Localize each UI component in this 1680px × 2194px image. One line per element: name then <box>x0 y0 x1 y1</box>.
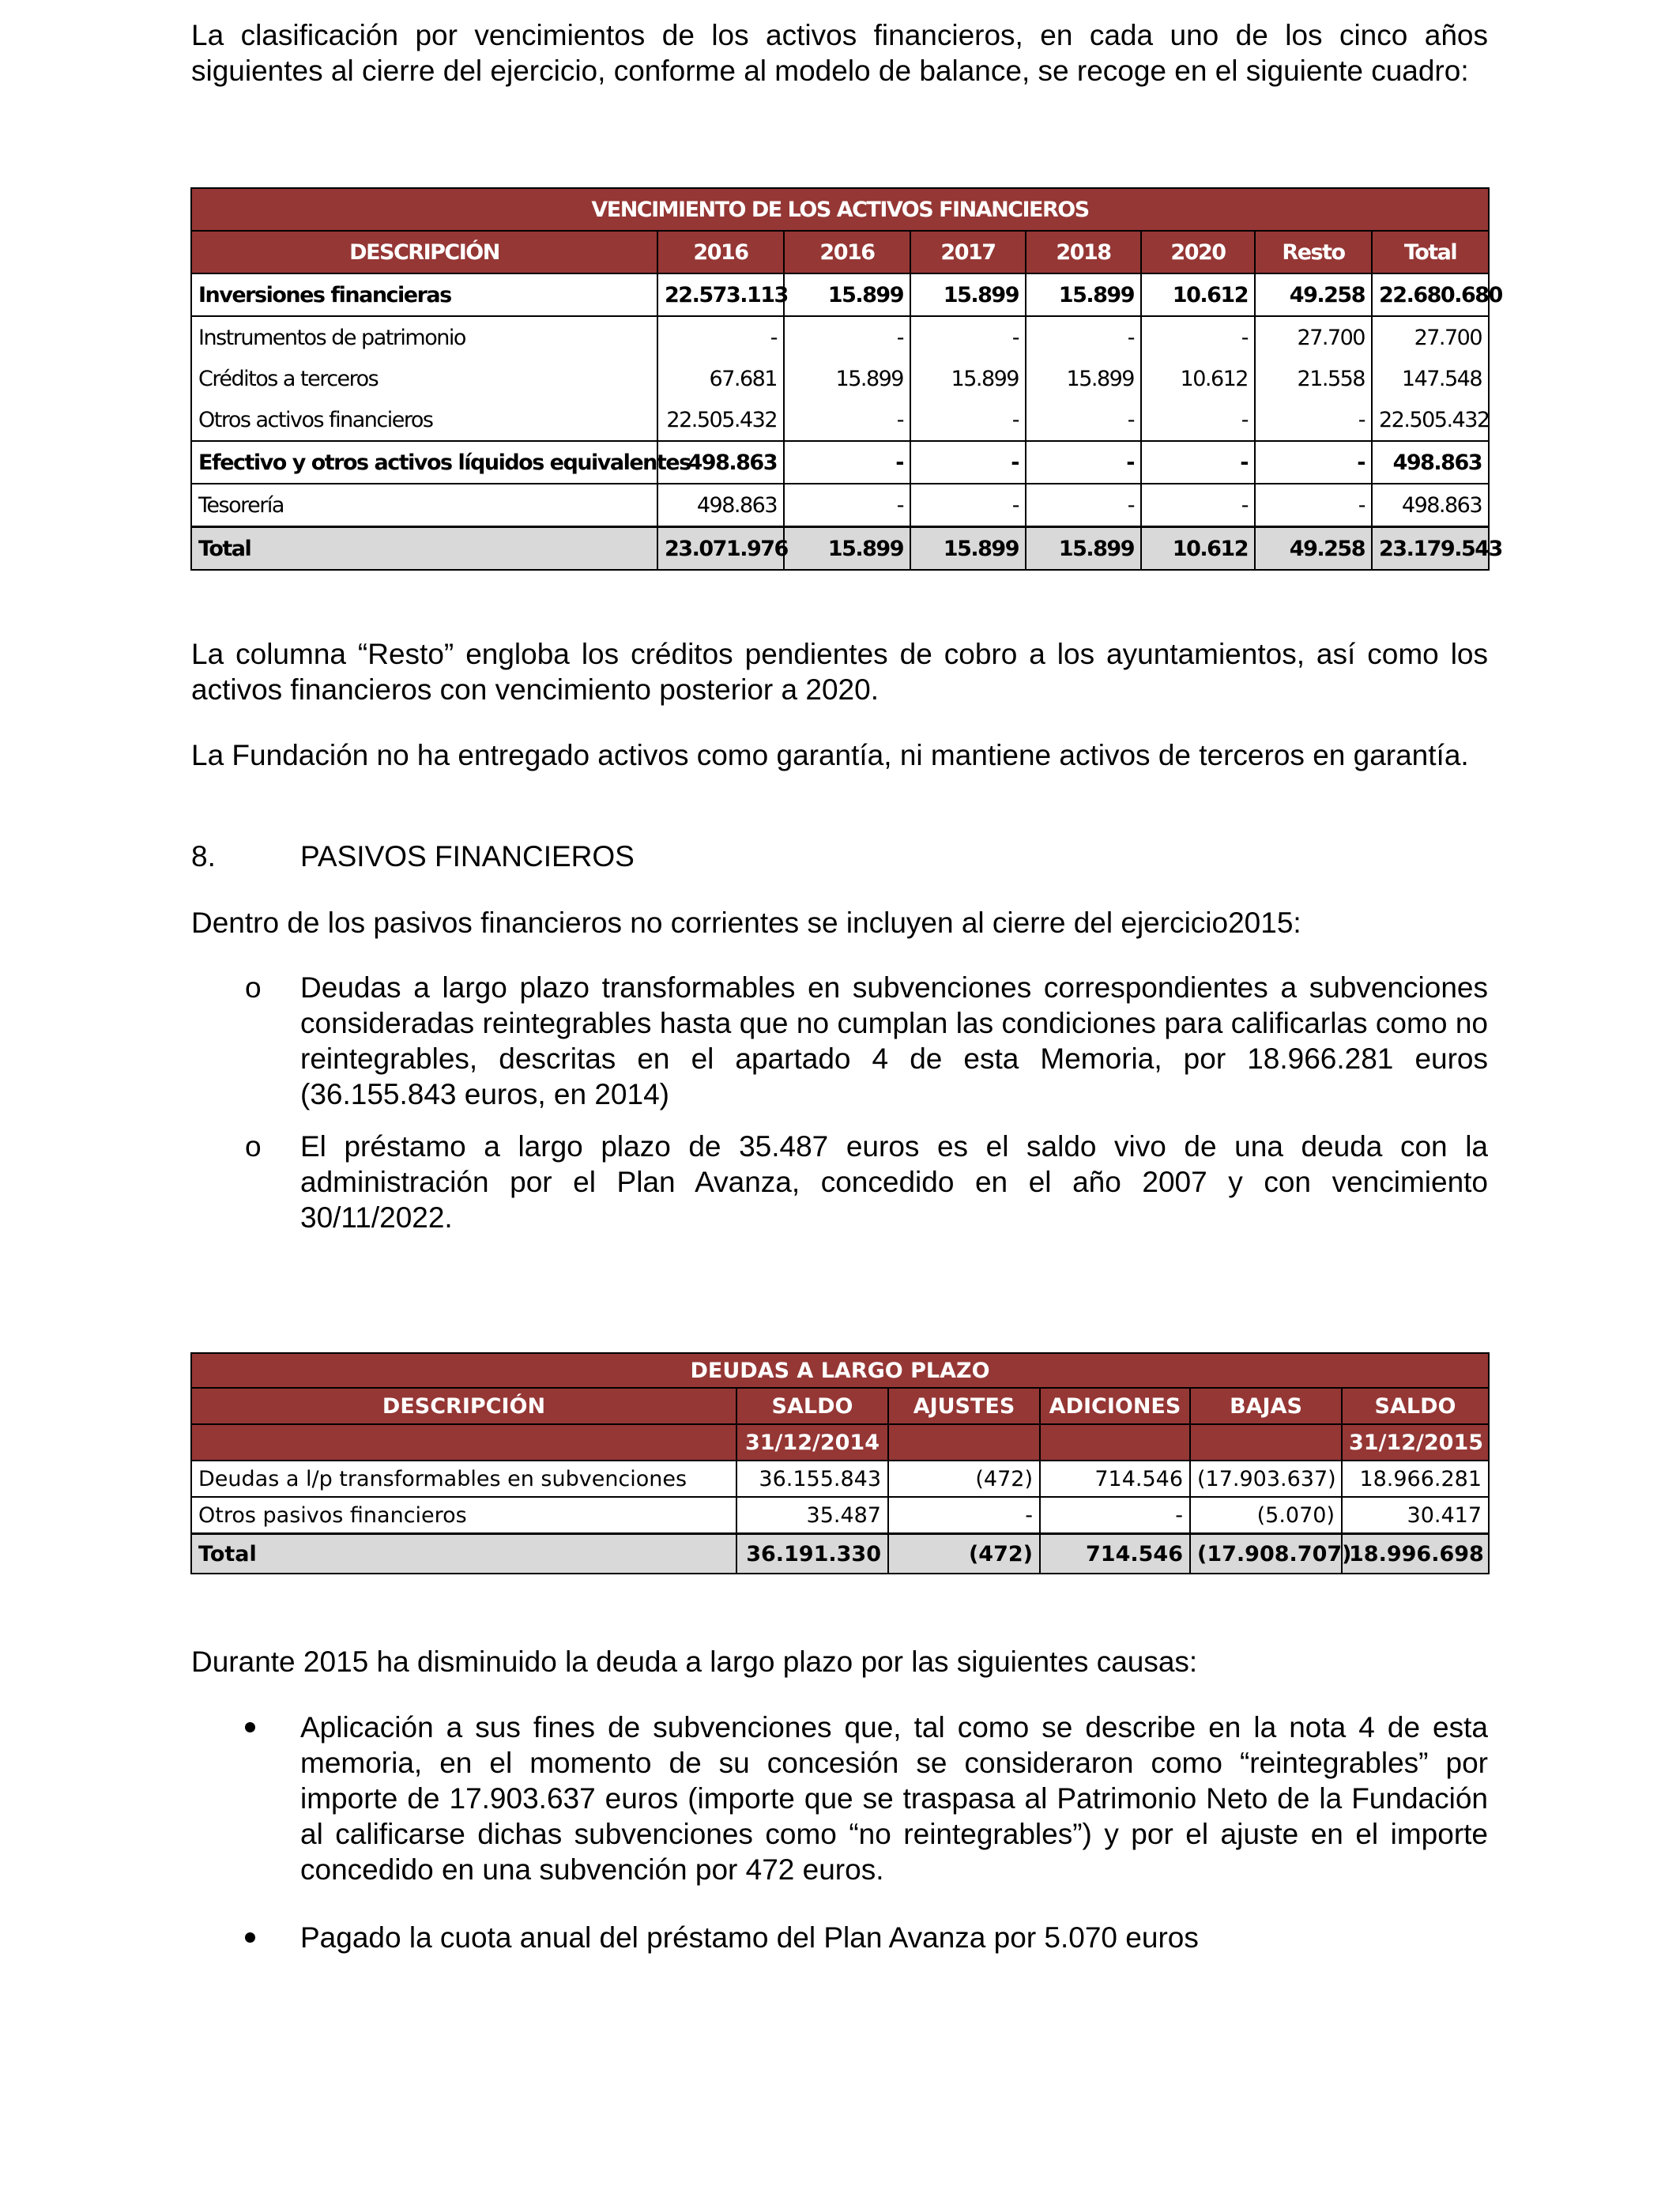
table-cell: 67.681 <box>657 358 784 399</box>
column-subheader: 31/12/2014 <box>736 1424 888 1461</box>
table-cell: - <box>1141 484 1255 527</box>
row-label: Otros pasivos financieros <box>191 1497 736 1534</box>
row-label: Créditos a terceros <box>191 358 657 399</box>
column-header: 2018 <box>1026 231 1141 273</box>
column-header: Resto <box>1255 231 1372 273</box>
column-header: DESCRIPCIÓN <box>191 231 657 273</box>
column-header: DESCRIPCIÓN <box>191 1388 736 1424</box>
table-cell: 498.863 <box>657 441 784 484</box>
list-item <box>191 1920 1488 1955</box>
table-cell: (17.908.707) <box>1190 1534 1342 1574</box>
list-item <box>191 970 1488 1112</box>
column-header: 2017 <box>910 231 1026 273</box>
section-number: 8. <box>191 840 216 873</box>
section-heading <box>191 839 635 874</box>
table-cell: 18.966.281 <box>1342 1461 1489 1497</box>
table-cell: - <box>784 484 910 527</box>
table-cell: - <box>657 316 784 358</box>
table-row <box>191 441 1489 484</box>
total-row <box>191 527 1489 571</box>
table-cell: - <box>910 441 1026 484</box>
row-label: Total <box>191 1534 736 1574</box>
table-cell: 27.700 <box>1372 316 1489 358</box>
table-row <box>191 484 1489 527</box>
column-subheader <box>1190 1424 1342 1461</box>
row-label: Deudas a l/p transformables en subvenciones <box>191 1461 736 1497</box>
bullet-icon <box>245 1722 255 1732</box>
list-item-text: El préstamo a largo plazo de 35.487 euros es el saldo vivo de una deuda con la administración por el Plan Avanza, concedido en el año 2007 y con vencimiento 30/11/2022. <box>300 1130 1488 1234</box>
row-label: Efectivo y otros activos líquidos equivalentes <box>191 441 657 484</box>
list-item-text: Deudas a largo plazo transformables en subvenciones correspondientes a subvenciones consideradas reintegrables hasta que no cumplan las condiciones para calificarlas como no reintegrables, descritas en el apartado 4 de esta Memoria, por 18.966.281 euros (36.155.843 euros, en 2014) <box>300 971 1488 1110</box>
list-item <box>191 1710 1488 1887</box>
list-marker: o <box>245 1130 262 1163</box>
table-row <box>191 1497 1489 1534</box>
bullet-icon <box>245 1932 255 1943</box>
row-label: Total <box>191 527 657 571</box>
table-cell: - <box>1026 316 1141 358</box>
table-cell: 15.899 <box>784 527 910 571</box>
table-cell: 498.863 <box>1372 484 1489 527</box>
table-row <box>191 1461 1489 1497</box>
table-cell: 36.191.330 <box>736 1534 888 1574</box>
list-marker: o <box>245 971 262 1004</box>
table-cell: 30.417 <box>1342 1497 1489 1534</box>
table-row <box>191 273 1489 316</box>
list-item-text: Aplicación a sus fines de subvenciones que, tal como se describe en la nota 4 de esta memoria, en el momento de su concesión se consideraron como “reintegrables” por importe de 17.903.637 euros (importe que se traspasa al Patrimonio Neto de la Fundación al calificarse dichas subvenciones como “no reintegrables”) y por el ajuste en el importe concedido en una subvención por 472 euros. <box>300 1711 1488 1886</box>
column-header: Total <box>1372 231 1489 273</box>
durante-paragraph: Durante 2015 ha disminuido la deuda a largo plazo por las siguientes causas: <box>191 1646 1198 1678</box>
table-cell: 22.680.680 <box>1372 273 1489 316</box>
column-header: AJUSTES <box>888 1388 1040 1424</box>
intro-paragraph: La clasificación por vencimientos de los activos financieros, en cada uno de los cinco años siguientes al cierre del ejercicio, conforme al modelo de balance, se recoge en el siguiente cuadro: <box>191 19 1488 87</box>
deudas-table <box>190 1352 1490 1574</box>
table-cell: - <box>784 399 910 441</box>
pasivos-intro-paragraph: Dentro de los pasivos financieros no corrientes se incluyen al cierre del ejercicio2015: <box>191 907 1301 939</box>
list-item-text: Pagado la cuota anual del préstamo del Plan Avanza por 5.070 euros <box>300 1921 1199 1954</box>
table-cell: 22.573.113 <box>657 273 784 316</box>
table-cell: - <box>888 1497 1040 1534</box>
table-cell: 22.505.432 <box>1372 399 1489 441</box>
column-header: ADICIONES <box>1040 1388 1190 1424</box>
column-subheader <box>1040 1424 1190 1461</box>
table-cell: 147.548 <box>1372 358 1489 399</box>
row-label: Inversiones financieras <box>191 273 657 316</box>
table-cell: 22.505.432 <box>657 399 784 441</box>
total-row <box>191 1534 1489 1574</box>
row-label: Otros activos financieros <box>191 399 657 441</box>
table-cell: - <box>1026 484 1141 527</box>
table-cell: 27.700 <box>1255 316 1372 358</box>
table-cell: 18.996.698 <box>1342 1534 1489 1574</box>
vencimiento-table <box>190 187 1502 571</box>
table-cell: - <box>910 399 1026 441</box>
list-item <box>191 1129 1488 1235</box>
table-cell: 49.258 <box>1255 273 1372 316</box>
table-cell: 23.179.543 <box>1372 527 1489 571</box>
column-header: 2020 <box>1141 231 1255 273</box>
row-label: Instrumentos de patrimonio <box>191 316 657 358</box>
column-subheader <box>191 1424 736 1461</box>
table-cell: 15.899 <box>1026 358 1141 399</box>
table-row <box>191 399 1489 441</box>
table-cell: 21.558 <box>1255 358 1372 399</box>
table-cell: 10.612 <box>1141 527 1255 571</box>
table-cell: (472) <box>888 1461 1040 1497</box>
table-cell: - <box>1026 441 1141 484</box>
column-subheader: 31/12/2015 <box>1342 1424 1489 1461</box>
table-cell: - <box>1255 441 1372 484</box>
table-row <box>191 358 1489 399</box>
column-header: SALDO <box>736 1388 888 1424</box>
table-cell: 35.487 <box>736 1497 888 1534</box>
table-cell: - <box>1255 484 1372 527</box>
table-title: DEUDAS A LARGO PLAZO <box>191 1353 1489 1388</box>
table-cell: - <box>1040 1497 1190 1534</box>
table-cell: 49.258 <box>1255 527 1372 571</box>
column-header: 2016 <box>784 231 910 273</box>
table-cell: 10.612 <box>1141 273 1255 316</box>
table-cell: - <box>1141 399 1255 441</box>
table-cell: 714.546 <box>1040 1534 1190 1574</box>
table-cell: 714.546 <box>1040 1461 1190 1497</box>
table-cell: - <box>1255 399 1372 441</box>
table-cell: 23.071.976 <box>657 527 784 571</box>
column-header: 2016 <box>657 231 784 273</box>
table-cell: - <box>910 484 1026 527</box>
table-cell: 498.863 <box>1372 441 1489 484</box>
table-cell: - <box>1026 399 1141 441</box>
table-cell: 10.612 <box>1141 358 1255 399</box>
table-cell: - <box>910 316 1026 358</box>
resto-note-paragraph: La columna “Resto” engloba los créditos pendientes de cobro a los ayuntamientos, así como los activos financieros con vencimiento posterior a 2020. <box>191 638 1488 706</box>
table-cell: 15.899 <box>784 273 910 316</box>
column-subheader <box>888 1424 1040 1461</box>
section-title: PASIVOS FINANCIEROS <box>300 840 635 873</box>
column-header: BAJAS <box>1190 1388 1342 1424</box>
table-cell: 15.899 <box>1026 273 1141 316</box>
table-cell: (472) <box>888 1534 1040 1574</box>
table-cell: (5.070) <box>1190 1497 1342 1534</box>
table-cell: 15.899 <box>1026 527 1141 571</box>
table-cell: 15.899 <box>910 527 1026 571</box>
table-cell: - <box>784 441 910 484</box>
table-cell: 15.899 <box>784 358 910 399</box>
column-header: SALDO <box>1342 1388 1489 1424</box>
table-cell: 15.899 <box>910 358 1026 399</box>
table-cell: - <box>1141 316 1255 358</box>
table-row <box>191 316 1489 358</box>
table-cell: 15.899 <box>910 273 1026 316</box>
table-title: VENCIMIENTO DE LOS ACTIVOS FINANCIEROS <box>191 188 1489 231</box>
table-cell: 36.155.843 <box>736 1461 888 1497</box>
table-cell: (17.903.637) <box>1190 1461 1342 1497</box>
table-cell: - <box>1141 441 1255 484</box>
table-cell: 498.863 <box>657 484 784 527</box>
table-cell: - <box>784 316 910 358</box>
garantia-paragraph: La Fundación no ha entregado activos como garantía, ni mantiene activos de terceros en garantía. <box>191 739 1469 771</box>
row-label: Tesorería <box>191 484 657 527</box>
